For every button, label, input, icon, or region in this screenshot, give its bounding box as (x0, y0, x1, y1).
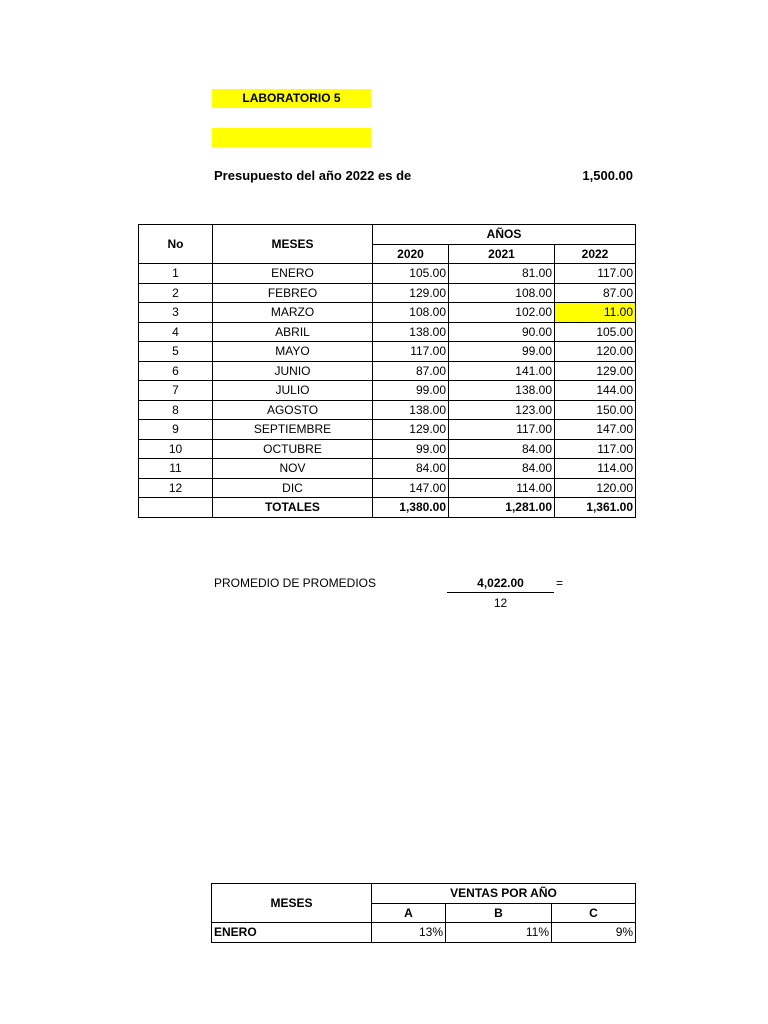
total-2022: 1,361.00 (555, 498, 636, 518)
row-number: 5 (139, 342, 213, 362)
row-month: FEBREO (213, 283, 373, 303)
row-value-2020: 105.00 (373, 264, 449, 284)
row-value-2021: 81.00 (449, 264, 555, 284)
sales-row-month: ENERO (212, 923, 372, 943)
row-value-2021: 108.00 (449, 283, 555, 303)
row-value-2020: 99.00 (373, 439, 449, 459)
average-label: PROMEDIO DE PROMEDIOS (214, 576, 377, 590)
row-number: 10 (139, 439, 213, 459)
row-month: ENERO (213, 264, 373, 284)
budget-value: 1,500.00 (582, 168, 633, 183)
header-years: AÑOS (373, 225, 636, 245)
row-value-2020: 87.00 (373, 361, 449, 381)
empty-highlight-cell (212, 128, 371, 147)
row-month: OCTUBRE (213, 439, 373, 459)
row-value-2022: 120.00 (555, 478, 636, 498)
sales-col-b: B (446, 903, 552, 923)
row-value-2020: 138.00 (373, 322, 449, 342)
sales-col-a: A (372, 903, 446, 923)
header-no: No (139, 225, 213, 264)
sales-row (212, 923, 636, 943)
totals-label: TOTALES (213, 498, 373, 518)
table-row (139, 420, 636, 440)
row-value-2020: 84.00 (373, 459, 449, 479)
row-value-2020: 129.00 (373, 283, 449, 303)
row-number: 1 (139, 264, 213, 284)
header-2022: 2022 (555, 244, 636, 264)
table-row (139, 400, 636, 420)
row-value-2020: 99.00 (373, 381, 449, 401)
lab-title: LABORATORIO 5 (212, 89, 371, 108)
row-value-2022: 87.00 (555, 283, 636, 303)
sales-header-group: VENTAS POR AÑO (372, 884, 636, 904)
budget-label: Presupuesto del año 2022 es de (214, 168, 412, 183)
row-value-2021: 141.00 (449, 361, 555, 381)
row-value-2021: 90.00 (449, 322, 555, 342)
row-value-2021: 138.00 (449, 381, 555, 401)
row-month: MARZO (213, 303, 373, 323)
row-value-2022: 129.00 (555, 361, 636, 381)
row-value-2022: 114.00 (555, 459, 636, 479)
row-number: 8 (139, 400, 213, 420)
row-value-2021: 102.00 (449, 303, 555, 323)
table-row (139, 264, 636, 284)
average-denominator: 12 (493, 596, 508, 610)
monthly-sales-table (138, 224, 636, 518)
table-row (139, 381, 636, 401)
fraction-line (447, 592, 554, 593)
sales-row-a: 13% (372, 923, 446, 943)
table-row (139, 303, 636, 323)
sales-header-months: MESES (212, 884, 372, 923)
row-number: 11 (139, 459, 213, 479)
total-2021: 1,281.00 (449, 498, 555, 518)
totals-empty-cell (139, 498, 213, 518)
row-value-2022: 117.00 (555, 439, 636, 459)
table-row (139, 361, 636, 381)
row-month: ABRIL (213, 322, 373, 342)
row-number: 6 (139, 361, 213, 381)
row-value-2020: 108.00 (373, 303, 449, 323)
row-number: 12 (139, 478, 213, 498)
equals-sign: = (556, 576, 564, 590)
total-2020: 1,380.00 (373, 498, 449, 518)
sales-col-c: C (552, 903, 636, 923)
table-row (139, 342, 636, 362)
sales-row-c: 9% (552, 923, 636, 943)
row-value-2022: 144.00 (555, 381, 636, 401)
row-value-2022: 120.00 (555, 342, 636, 362)
row-value-2021: 117.00 (449, 420, 555, 440)
table-row (139, 322, 636, 342)
row-month: JULIO (213, 381, 373, 401)
row-month: SEPTIEMBRE (213, 420, 373, 440)
header-2020: 2020 (373, 244, 449, 264)
row-value-2021: 99.00 (449, 342, 555, 362)
row-value-2020: 129.00 (373, 420, 449, 440)
average-numerator: 4,022.00 (477, 576, 524, 590)
row-month: DIC (213, 478, 373, 498)
row-value-2021: 84.00 (449, 439, 555, 459)
row-month: NOV (213, 459, 373, 479)
row-value-2022: 105.00 (555, 322, 636, 342)
row-value-2021: 114.00 (449, 478, 555, 498)
row-number: 4 (139, 322, 213, 342)
row-month: AGOSTO (213, 400, 373, 420)
table-row (139, 439, 636, 459)
header-2021: 2021 (449, 244, 555, 264)
row-number: 7 (139, 381, 213, 401)
totals-row (139, 498, 636, 518)
sales-row-b: 11% (446, 923, 552, 943)
row-value-2020: 138.00 (373, 400, 449, 420)
table-row (139, 283, 636, 303)
sales-header-row (212, 884, 636, 904)
row-number: 9 (139, 420, 213, 440)
row-value-2021: 123.00 (449, 400, 555, 420)
row-value-2022: 150.00 (555, 400, 636, 420)
table-row (139, 478, 636, 498)
header-row (139, 225, 636, 245)
row-value-2021: 84.00 (449, 459, 555, 479)
row-value-2022: 11.00 (555, 303, 636, 323)
row-value-2022: 117.00 (555, 264, 636, 284)
row-value-2020: 117.00 (373, 342, 449, 362)
header-months: MESES (213, 225, 373, 264)
row-number: 2 (139, 283, 213, 303)
row-number: 3 (139, 303, 213, 323)
sales-by-year-table (211, 883, 636, 943)
row-month: MAYO (213, 342, 373, 362)
table-row (139, 459, 636, 479)
row-value-2020: 147.00 (373, 478, 449, 498)
row-month: JUNIO (213, 361, 373, 381)
row-value-2022: 147.00 (555, 420, 636, 440)
